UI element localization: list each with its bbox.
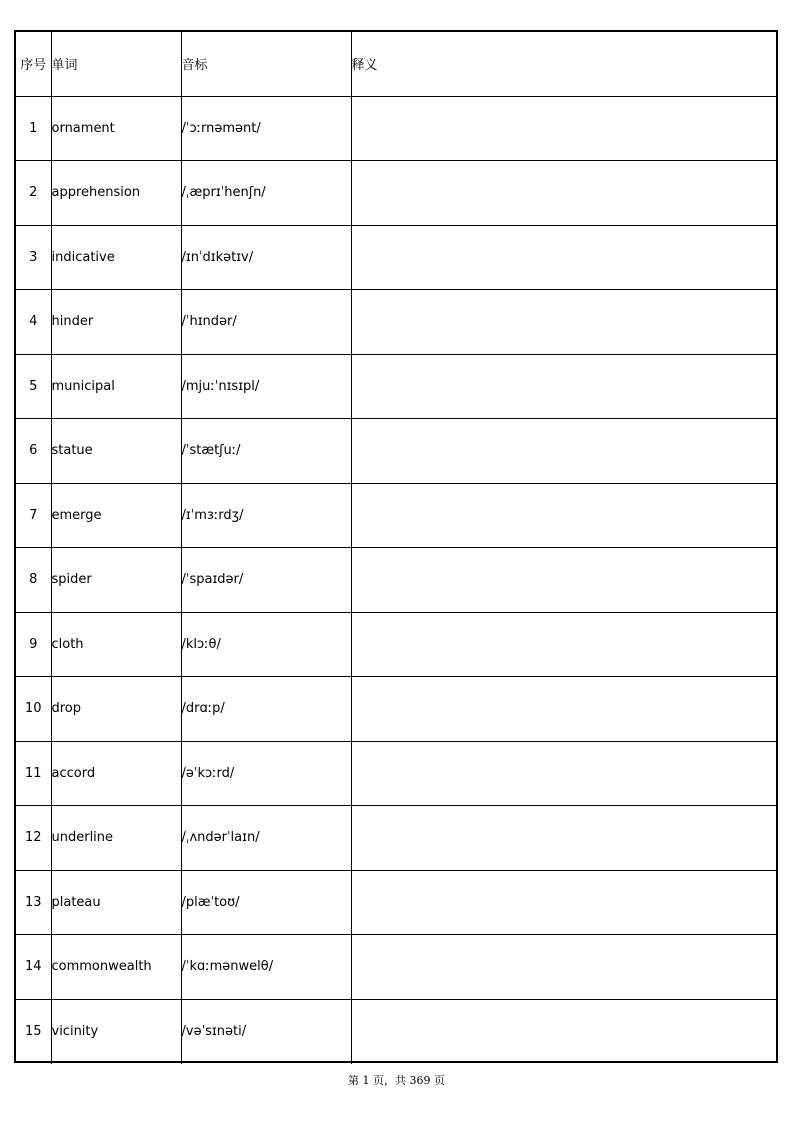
- row-definition: [351, 96, 776, 161]
- row-word: plateau: [51, 870, 181, 935]
- row-word: drop: [51, 677, 181, 742]
- row-number: 13: [16, 870, 51, 935]
- table-row: [16, 548, 776, 613]
- table-row: [16, 612, 776, 677]
- row-number: 14: [16, 935, 51, 1000]
- row-definition: [351, 290, 776, 355]
- row-word: vicinity: [51, 999, 181, 1064]
- row-number: 3: [16, 225, 51, 290]
- row-number: 4: [16, 290, 51, 355]
- row-number: 12: [16, 806, 51, 871]
- row-phonetic: /ˌæprɪˈhenʃn/: [181, 161, 351, 226]
- row-number: 7: [16, 483, 51, 548]
- row-word: accord: [51, 741, 181, 806]
- row-phonetic: /klɔːθ/: [181, 612, 351, 677]
- row-word: apprehension: [51, 161, 181, 226]
- row-phonetic: /vəˈsɪnəti/: [181, 999, 351, 1064]
- row-definition: [351, 354, 776, 419]
- table-row: [16, 935, 776, 1000]
- row-definition: [351, 806, 776, 871]
- row-phonetic: /drɑːp/: [181, 677, 351, 742]
- row-definition: [351, 677, 776, 742]
- row-number: 2: [16, 161, 51, 226]
- row-definition: [351, 548, 776, 613]
- row-definition: [351, 612, 776, 677]
- table-row: [16, 161, 776, 226]
- row-word: ornament: [51, 96, 181, 161]
- row-word: cloth: [51, 612, 181, 677]
- table-row: [16, 741, 776, 806]
- row-number: 6: [16, 419, 51, 484]
- table-row: [16, 677, 776, 742]
- row-phonetic: /ˈstætʃuː/: [181, 419, 351, 484]
- table-row: [16, 290, 776, 355]
- row-word: hinder: [51, 290, 181, 355]
- row-word: indicative: [51, 225, 181, 290]
- row-number: 9: [16, 612, 51, 677]
- row-phonetic: /əˈkɔːrd/: [181, 741, 351, 806]
- row-number: 11: [16, 741, 51, 806]
- row-word: statue: [51, 419, 181, 484]
- row-definition: [351, 161, 776, 226]
- row-word: municipal: [51, 354, 181, 419]
- row-phonetic: /ˈkɑːmənwelθ/: [181, 935, 351, 1000]
- table-row: [16, 96, 776, 161]
- row-word: spider: [51, 548, 181, 613]
- header-phonetic: 音标: [181, 32, 351, 96]
- header-number: 序号: [16, 32, 51, 96]
- page-footer: 第 1 页，共 369 页: [348, 1074, 445, 1087]
- row-phonetic: /ɪˈmɜːrdʒ/: [181, 483, 351, 548]
- row-phonetic: /ɪnˈdɪkətɪv/: [181, 225, 351, 290]
- row-phonetic: /mjuːˈnɪsɪpl/: [181, 354, 351, 419]
- table-row: [16, 870, 776, 935]
- table-row: [16, 999, 776, 1064]
- row-definition: [351, 999, 776, 1064]
- header-word: 单词: [51, 32, 181, 96]
- table-row: [16, 806, 776, 871]
- table-row: [16, 225, 776, 290]
- row-definition: [351, 225, 776, 290]
- row-definition: [351, 483, 776, 548]
- row-phonetic: /ˈɔːrnəmənt/: [181, 96, 351, 161]
- row-word: emerge: [51, 483, 181, 548]
- table-row: [16, 483, 776, 548]
- row-number: 10: [16, 677, 51, 742]
- row-phonetic: /ˈhɪndər/: [181, 290, 351, 355]
- table-row: [16, 354, 776, 419]
- row-definition: [351, 741, 776, 806]
- row-number: 5: [16, 354, 51, 419]
- header-definition: 释义: [351, 32, 776, 96]
- table-row: [16, 419, 776, 484]
- vocabulary-sheet: [14, 30, 778, 1063]
- row-phonetic: /ˈspaɪdər/: [181, 548, 351, 613]
- row-number: 1: [16, 96, 51, 161]
- row-word: commonwealth: [51, 935, 181, 1000]
- table-header-row: [16, 32, 776, 96]
- vocabulary-table: [16, 32, 776, 1064]
- row-definition: [351, 870, 776, 935]
- row-number: 8: [16, 548, 51, 613]
- row-number: 15: [16, 999, 51, 1064]
- row-definition: [351, 419, 776, 484]
- row-phonetic: /ˌʌndərˈlaɪn/: [181, 806, 351, 871]
- row-phonetic: /plæˈtoʊ/: [181, 870, 351, 935]
- row-word: underline: [51, 806, 181, 871]
- row-definition: [351, 935, 776, 1000]
